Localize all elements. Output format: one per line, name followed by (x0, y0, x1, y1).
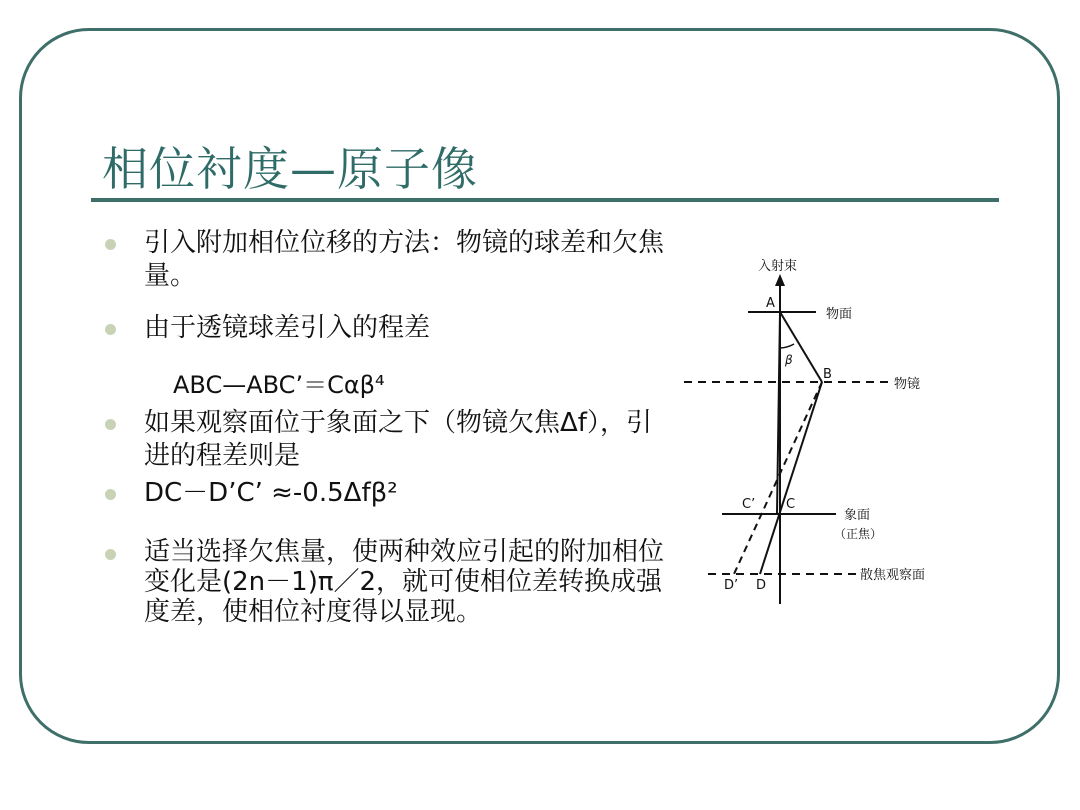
incident-arrow-icon (775, 274, 785, 286)
defocus-plane-label: 散焦观察面 (860, 568, 926, 583)
bullet-item: 由于透镜球差引入的程差 (144, 313, 431, 343)
spherical-aberration-formula: ABC—ABC’＝Cαβ⁴ (173, 371, 385, 399)
bullet-item: DC－D’C’ ≈-0.5Δfβ² (144, 478, 398, 508)
slide-title: 相位衬度—原子像 (102, 142, 478, 196)
bullet-dot (105, 549, 116, 560)
point-d-prime-label: D’ (724, 578, 739, 593)
incident-beam-label: 入射束 (758, 259, 798, 274)
bullet-dot (105, 419, 116, 430)
point-c-prime-label: C’ (742, 497, 756, 512)
objective-lens-label: 物镜 (894, 377, 921, 392)
bullet-item: 适当选择欠焦量，使两种效应引起的附加相位变化是(2n－1)π／2，就可使相位差转换成强度差，使相位衬度得以显现。 (144, 537, 665, 627)
in-focus-label: （正焦） (834, 527, 883, 541)
ray-b-d (760, 382, 822, 574)
point-d-label: D (756, 578, 767, 593)
point-b-label: B (823, 367, 832, 382)
bullet-item: 引入附加相位位移的方法：物镜的球差和欠焦量。 (144, 228, 665, 291)
optical-path-diagram (676, 252, 956, 612)
beta-angle-arc (780, 344, 794, 348)
point-a-label: A (766, 296, 775, 311)
beta-label: β (785, 353, 793, 367)
bullet-dot (105, 489, 116, 500)
bullet-item: 如果观察面位于象面之下（物镜欠焦Δf），引进的程差则是 (144, 408, 652, 471)
point-c-label: C (786, 497, 796, 512)
object-plane-label: 物面 (826, 307, 853, 322)
bullet-dot (105, 324, 116, 335)
image-plane-label: 象面 (844, 508, 871, 523)
bullet-dot (105, 239, 116, 250)
